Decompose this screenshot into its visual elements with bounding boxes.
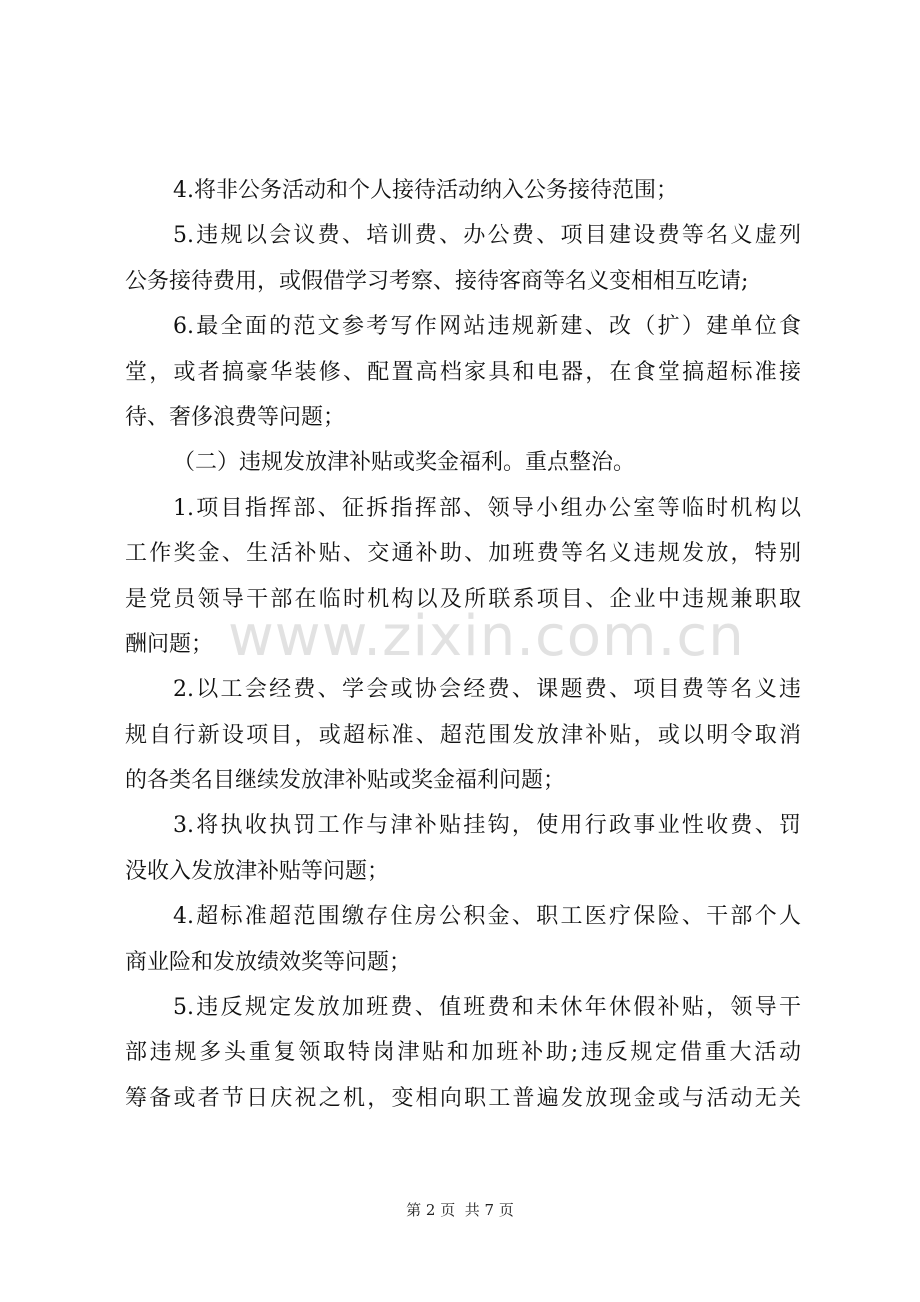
paragraph-line: 公务接待费用，或假借学习考察、接待客商等名义变相相互吃请; [125,268,749,294]
paragraph-line: 的各类名目继续发放津补贴或奖金福利问题； [125,768,566,794]
paragraph-line: 4.超标准超范围缴存住房公积金、职工医疗保险、干部个人 [173,904,801,930]
paragraph-line: 堂，或者搞豪华装修、配置高档家具和电器，在食堂搞超标准接 [125,359,801,385]
paragraph-line: 待、奢侈浪费等问题； [125,404,346,430]
paragraph-line: 工作奖金、生活补贴、交通补助、加班费等名义违规发放，特别 [125,541,801,567]
watermark: www.zixin.com.cn [228,604,745,669]
section-heading: （二）违规发放津补贴或奖金福利。重点整治。 [173,450,636,476]
paragraph-line: 部违规多头重复领取特岗津贴和加班补助;违反规定借重大活动 [125,1040,801,1066]
paragraph-line: 没收入发放津补贴等问题； [125,858,390,884]
page-footer: 第 2 页 共 7 页 [406,1201,514,1219]
paragraph-line: 5.违规以会议费、培训费、办公费、项目建设费等名义虚列 [173,223,801,249]
paragraph-line: 4.将非公务活动和个人接待活动纳入公务接待范围； [173,178,678,203]
paragraph-line: 商业险和发放绩效奖等问题； [125,949,412,975]
paragraph-line: 筹备或者节日庆祝之机，变相向职工普遍发放现金或与活动无关 [125,1085,801,1111]
paragraph-line: 6.最全面的范文参考写作网站违规新建、改（扩）建单位食 [173,314,801,340]
paragraph-line: 酬问题； [125,631,214,657]
paragraph-line: 规自行新设项目，或超标准、超范围发放津补贴，或以明令取消 [125,722,801,748]
paragraph-line: 2.以工会经费、学会或协会经费、课题费、项目费等名义违 [173,677,801,703]
paragraph-line: 5.违反规定发放加班费、值班费和未休年休假补贴，领导干 [173,995,801,1021]
paragraph-line: 是党员领导干部在临时机构以及所联系项目、企业中违规兼职取 [125,586,801,612]
paragraph-line: 3.将执收执罚工作与津补贴挂钩，使用行政事业性收费、罚 [173,813,801,839]
paragraph-line: 1.项目指挥部、征拆指挥部、领导小组办公室等临时机构以 [173,495,801,521]
